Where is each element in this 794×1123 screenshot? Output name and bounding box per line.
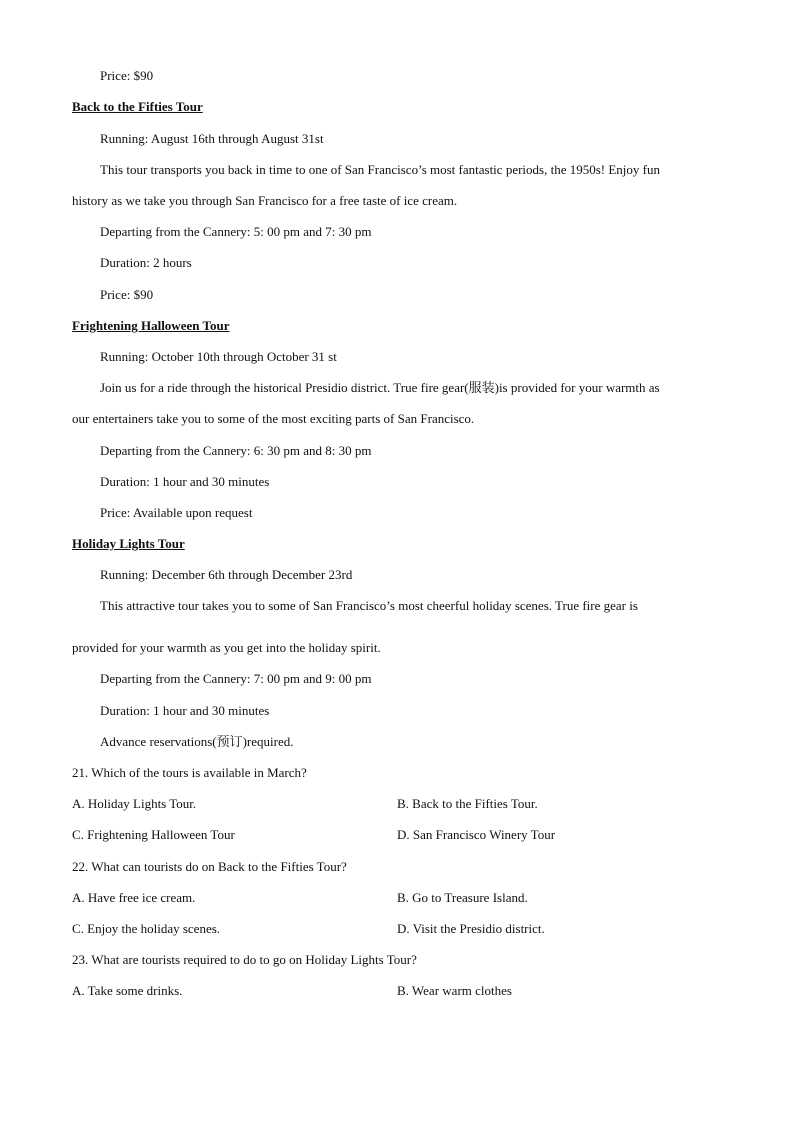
q23-option-a: A. Take some drinks. xyxy=(72,983,183,998)
halloween-duration: Duration: 1 hour and 30 minutes xyxy=(100,474,270,489)
fifties-tour-heading: Back to the Fifties Tour xyxy=(72,99,203,114)
halloween-tour-heading: Frightening Halloween Tour xyxy=(72,318,230,333)
holiday-tour-heading: Holiday Lights Tour xyxy=(72,536,185,551)
q23-option-b: B. Wear warm clothes xyxy=(397,983,512,998)
question-23: 23. What are tourists required to do to go on Holiday Lights Tour? xyxy=(72,952,417,967)
fifties-duration: Duration: 2 hours xyxy=(100,255,192,270)
halloween-running: Running: October 10th through October 31 st xyxy=(100,349,337,364)
q21-option-b: B. Back to the Fifties Tour. xyxy=(397,796,538,811)
q22-option-c: C. Enjoy the holiday scenes. xyxy=(72,921,221,936)
q21-option-a: A. Holiday Lights Tour. xyxy=(72,796,197,811)
fifties-running: Running: August 16th through August 31st xyxy=(100,131,324,146)
price-line: Price: $90 xyxy=(100,68,154,83)
q22-option-d: D. Visit the Presidio district. xyxy=(397,921,545,936)
holiday-desc-line1: This attractive tour takes you to some of San Francisco’s most cheerful holiday scenes. True fire gear is xyxy=(100,598,638,613)
holiday-desc-line2: provided for your warmth as you get into the holiday spirit. xyxy=(72,640,381,655)
fifties-desc-line2: history as we take you through San Francisco for a free taste of ice cream. xyxy=(72,193,458,208)
halloween-departing: Departing from the Cannery: 6: 30 pm and 8: 30 pm xyxy=(100,443,372,458)
halloween-desc-line2: our entertainers take you to some of the most exciting parts of San Francisco. xyxy=(72,411,475,426)
holiday-departing: Departing from the Cannery: 7: 00 pm and 9: 00 pm xyxy=(100,671,372,686)
holiday-running: Running: December 6th through December 23rd xyxy=(100,567,353,582)
fifties-departing: Departing from the Cannery: 5: 00 pm and 7: 30 pm xyxy=(100,224,372,239)
halloween-desc-line1: Join us for a ride through the historical Presidio district. True fire gear(服装)is provided for your warmth as xyxy=(100,380,660,395)
question-21: 21. Which of the tours is available in March? xyxy=(72,765,307,780)
holiday-advance: Advance reservations(预订)required. xyxy=(100,734,294,749)
q21-option-d: D. San Francisco Winery Tour xyxy=(397,827,556,842)
fifties-desc-line1: This tour transports you back in time to one of San Francisco’s most fantastic periods, the 1950s! Enjoy fun xyxy=(100,162,660,177)
q22-option-b: B. Go to Treasure Island. xyxy=(397,890,528,905)
q22-option-a: A. Have free ice cream. xyxy=(72,890,196,905)
halloween-price: Price: Available upon request xyxy=(100,505,253,520)
fifties-price: Price: $90 xyxy=(100,287,154,302)
holiday-duration: Duration: 1 hour and 30 minutes xyxy=(100,703,270,718)
question-22: 22. What can tourists do on Back to the Fifties Tour? xyxy=(72,859,347,874)
q21-option-c: C. Frightening Halloween Tour xyxy=(72,827,235,842)
